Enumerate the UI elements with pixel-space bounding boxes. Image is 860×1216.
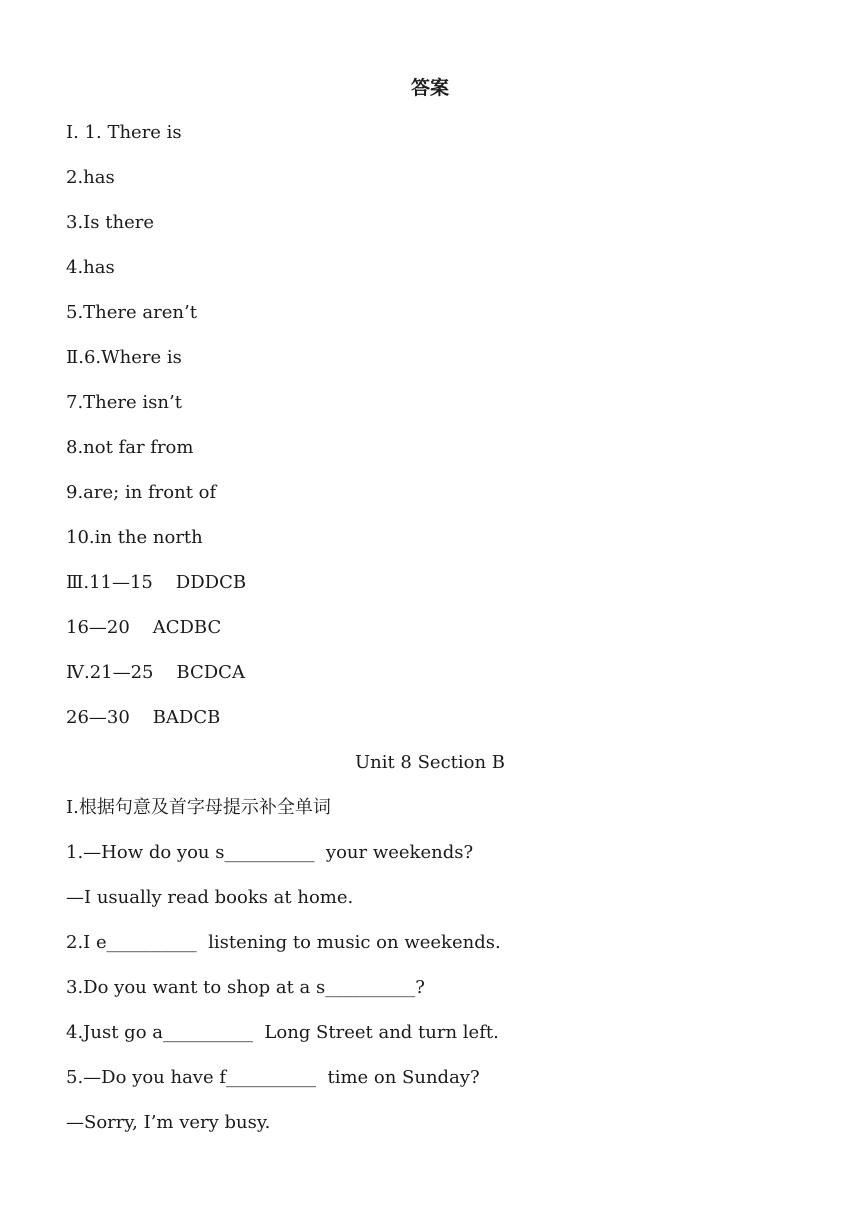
answer-line: Ⅱ.6.Where is [66, 347, 182, 368]
answer-title: 答案 [410, 77, 449, 99]
answer-line: 5.There aren’t [66, 302, 197, 323]
exercise-line: —I usually read books at home. [66, 887, 354, 908]
answer-line: Ⅰ. 1. There is [66, 122, 182, 143]
answer-line: Ⅳ.21—25 BCDCA [66, 662, 245, 683]
answer-line: 8.not far from [66, 437, 194, 458]
answer-line: 7.There isn’t [66, 392, 182, 413]
exercise-line: —Sorry, I’m very busy. [66, 1112, 271, 1133]
answer-line: 10.in the north [66, 527, 203, 548]
answer-line: 26—30 BADCB [66, 707, 221, 728]
answer-line: 3.Is there [66, 212, 154, 233]
exercise-line: 4.Just go a__________ Long Street and turn left. [66, 1022, 499, 1043]
exercise-instruction: Ⅰ.根据句意及首字母提示补全单词 [66, 797, 331, 818]
answer-line: 16—20 ACDBC [66, 617, 222, 638]
answer-line: 4.has [66, 257, 115, 278]
exercise-line: 5.—Do you have f__________ time on Sunday? [66, 1067, 480, 1088]
exercise-line: 3.Do you want to shop at a s__________? [66, 977, 425, 998]
answer-line: 9.are; in front of [66, 482, 217, 503]
section-title: Unit 8 Section B [354, 752, 506, 773]
answer-line: Ⅲ.11—15 DDDCB [66, 572, 247, 593]
exercise-line: 2.I e__________ listening to music on weekends. [66, 932, 501, 953]
answer-line: 2.has [66, 167, 115, 188]
exercise-line: 1.—How do you s__________ your weekends? [66, 842, 474, 863]
